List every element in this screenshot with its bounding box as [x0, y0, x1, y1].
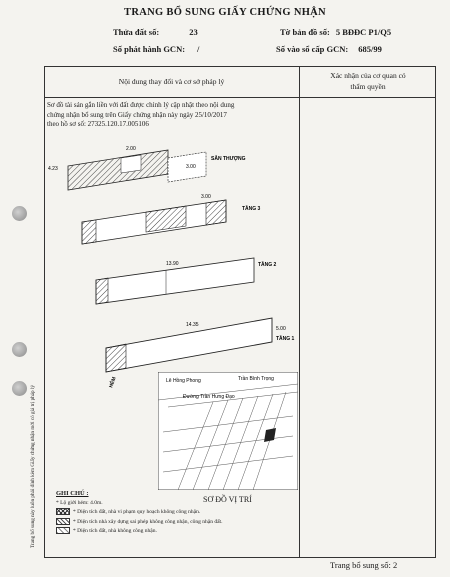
hatch-diagonal-icon — [56, 518, 70, 525]
label-floor1: TẦNG 1 — [276, 336, 295, 342]
legend-title: GHI CHÚ : — [56, 490, 89, 497]
label-floor2: TẦNG 2 — [258, 262, 277, 268]
content-line-3: theo hồ sơ số: 27325.120.17.005106 — [47, 120, 149, 128]
dim-roof-top: 2.00 — [126, 146, 136, 152]
location-map-title: SƠ ĐỒ VỊ TRÍ — [203, 495, 252, 504]
footer-page — [330, 560, 397, 570]
col1-header: Nội dung thay đổi và cơ sở pháp lý — [118, 77, 225, 86]
parcel-number-row — [113, 27, 198, 37]
change-content — [47, 101, 297, 130]
dim-f3: 3.00 — [201, 194, 211, 200]
legend-item-2: * Diện tích nhà xây dựng sai phép không công nhận, công nhận đất. — [56, 518, 222, 528]
dim-f1: 14.35 — [186, 322, 199, 328]
issue-label: Số phát hành GCN: — [113, 44, 186, 54]
col2-header: Xác nhận của cơ quan có thẩm quyền — [330, 71, 406, 91]
street-le-hong-phong: Lê Hồng Phong — [166, 378, 201, 384]
dim-f2: 13.90 — [166, 261, 179, 267]
map-value: 5 BĐĐC P1/Q5 — [335, 27, 392, 37]
label-roof: SÂN THƯỢNG — [211, 156, 246, 162]
hatch-light-icon — [56, 527, 70, 534]
map-sheet-row — [280, 27, 391, 37]
footer-page-label: Trang bổ sung số: — [330, 560, 391, 570]
page-title: TRANG BỔ SUNG GIẤY CHỨNG NHẬN — [124, 7, 326, 18]
issue-value: / — [197, 44, 200, 54]
map-label: Tờ bản đồ số: — [280, 27, 330, 37]
punch-hole — [12, 381, 27, 396]
hatch-cross-icon — [56, 508, 70, 515]
legend — [56, 489, 222, 537]
legend-item-3: * Diện tích đất, nhà không công nhận. — [56, 527, 222, 537]
register-number-row — [276, 44, 382, 54]
column-divider — [299, 66, 300, 558]
issue-number-row — [113, 44, 199, 54]
dim-roof-left: 4.23 — [48, 166, 58, 172]
content-line-1: Sơ đồ tài sản gắn liền với đất được chỉnh lý cập nhật theo nội dung — [47, 101, 235, 109]
legend-item-1: * Diện tích đất, nhà vi phạm quy hoạch không công nhận. — [56, 508, 222, 518]
punch-hole — [12, 206, 27, 221]
register-value: 685/99 — [358, 44, 382, 54]
floor3-plan — [82, 194, 261, 244]
side-note: Trang bổ sung này luôn phải đính kèm Giấy chứng nhận mới có giá trị pháp lý — [30, 385, 36, 548]
label-alley: HẺM — [108, 376, 118, 389]
punch-hole — [12, 342, 27, 357]
label-floor3: TẦNG 3 — [242, 206, 261, 212]
parcel-label: Thửa đất số: — [113, 27, 160, 37]
street-tran-binh-trong: Trần Bình Trọng — [238, 376, 274, 382]
footer-page-value: 2 — [392, 560, 398, 570]
floor2-plan — [96, 258, 277, 304]
roof-floor-plan — [48, 146, 246, 190]
parcel-value: 23 — [189, 27, 198, 37]
register-label: Số vào sổ cấp GCN: — [276, 44, 349, 54]
floor-plan-diagram — [46, 130, 298, 400]
street-tran-hung-dao: Đường Trần Hưng Đạo — [183, 394, 235, 400]
dim-roof-mid: 3.00 — [186, 164, 196, 170]
location-map — [158, 372, 298, 490]
content-line-2: chứng nhận bổ sung trên Giấy chứng nhận này ngày 25/10/2017 — [47, 110, 227, 119]
legend-item-0: * Lộ giới hẻm: 4.0m. — [56, 499, 103, 506]
header-divider — [44, 97, 436, 98]
dim-f1-right: 5.00 — [276, 326, 286, 332]
